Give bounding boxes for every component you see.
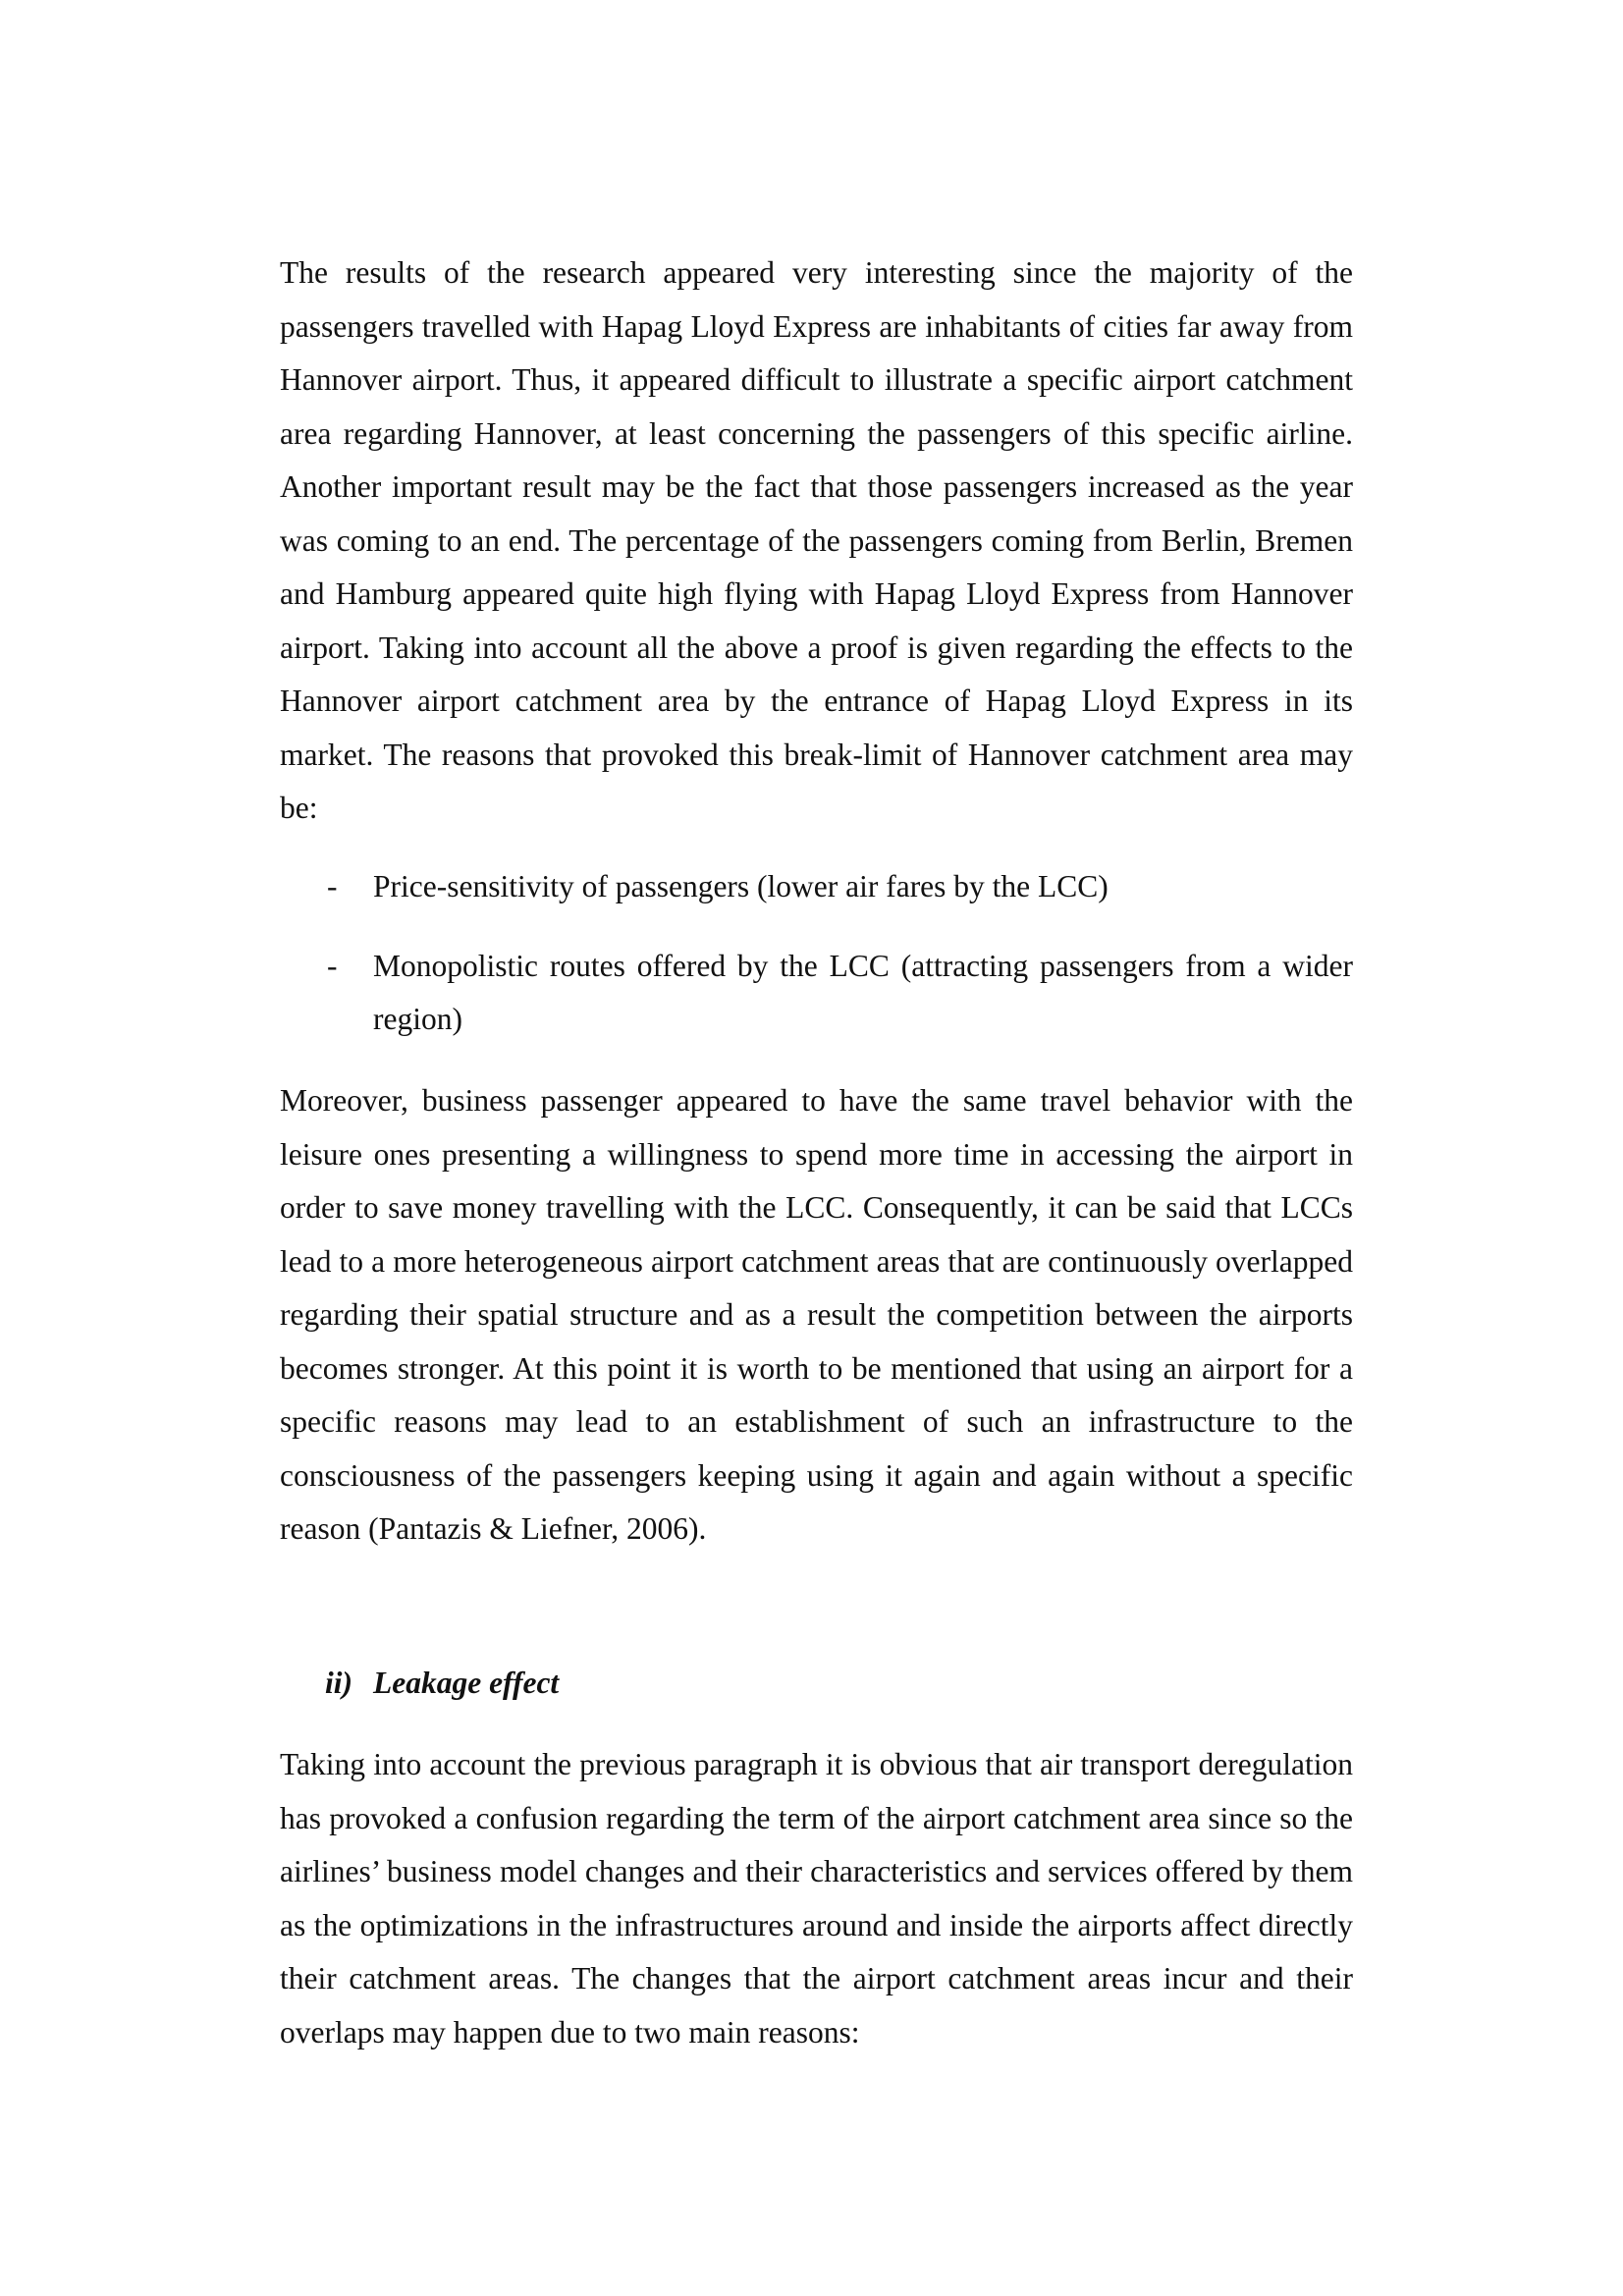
paragraph-leakage: Taking into account the previous paragraph it is obvious that air transport deregulation has provoked a confusion regarding the term of the airport catchment area since so the airlines’ business model changes and their characteristics and services offered by them as the optimizations in the infrastructures around and inside the airports affect directly their catchment areas. The changes that the airport catchment areas incur and their overlaps may happen due to two main reasons: xyxy=(280,1747,1353,2050)
paragraph-business-passengers: Moreover, business passenger appeared to have the same travel behavior with the leisure ones presenting a willingness to spend more time in accessing the airport in order to save money travelling with the LCC. Consequently, it can be said that LCCs lead to a more heterogeneous airport catchment areas that are continuously overlapped regarding their spatial structure and as a result the competition between the airports becomes stronger. At this point it is worth to be mentioned that using an airport for a specific reasons may lead to an establishment of such an infrastructure to the consciousness of the passengers keeping using it again and again without a specific reason (Pantazis & Liefner, 2006). xyxy=(280,1083,1353,1546)
reasons-list xyxy=(280,860,1353,1047)
section-heading xyxy=(325,1657,559,1711)
bullet-marker: - xyxy=(327,869,338,903)
list-item xyxy=(280,940,1353,1047)
list-item-text: Monopolistic routes offered by the LCC (attracting passengers from a wider region) xyxy=(373,948,1353,1036)
list-item-text: Price-sensitivity of passengers (lower air fares by the LCC) xyxy=(373,869,1109,903)
list-item xyxy=(280,860,1353,914)
section-title: Leakage effect xyxy=(373,1666,560,1700)
section-number: ii) xyxy=(325,1666,352,1700)
bullet-marker: - xyxy=(327,948,338,983)
paragraph-results: The results of the research appeared very interesting since the majority of the passengers travelled with Hapag Lloyd Express are inhabitants of cities far away from Hannover airport. Thus, it appeared difficult to illustrate a specific airport catchment area regarding Hannover, at least concerning the passengers of this specific airline. Another important result may be the fact that those passengers increased as the year was coming to an end. The percentage of the passengers coming from Berlin, Bremen and Hamburg appeared quite high flying with Hapag Lloyd Express from Hannover airport. Taking into account all the above a proof is given regarding the effects to the Hannover airport catchment area by the entrance of Hapag Lloyd Express in its market. The reasons that provoked this break-limit of Hannover catchment area may be: xyxy=(280,255,1353,825)
